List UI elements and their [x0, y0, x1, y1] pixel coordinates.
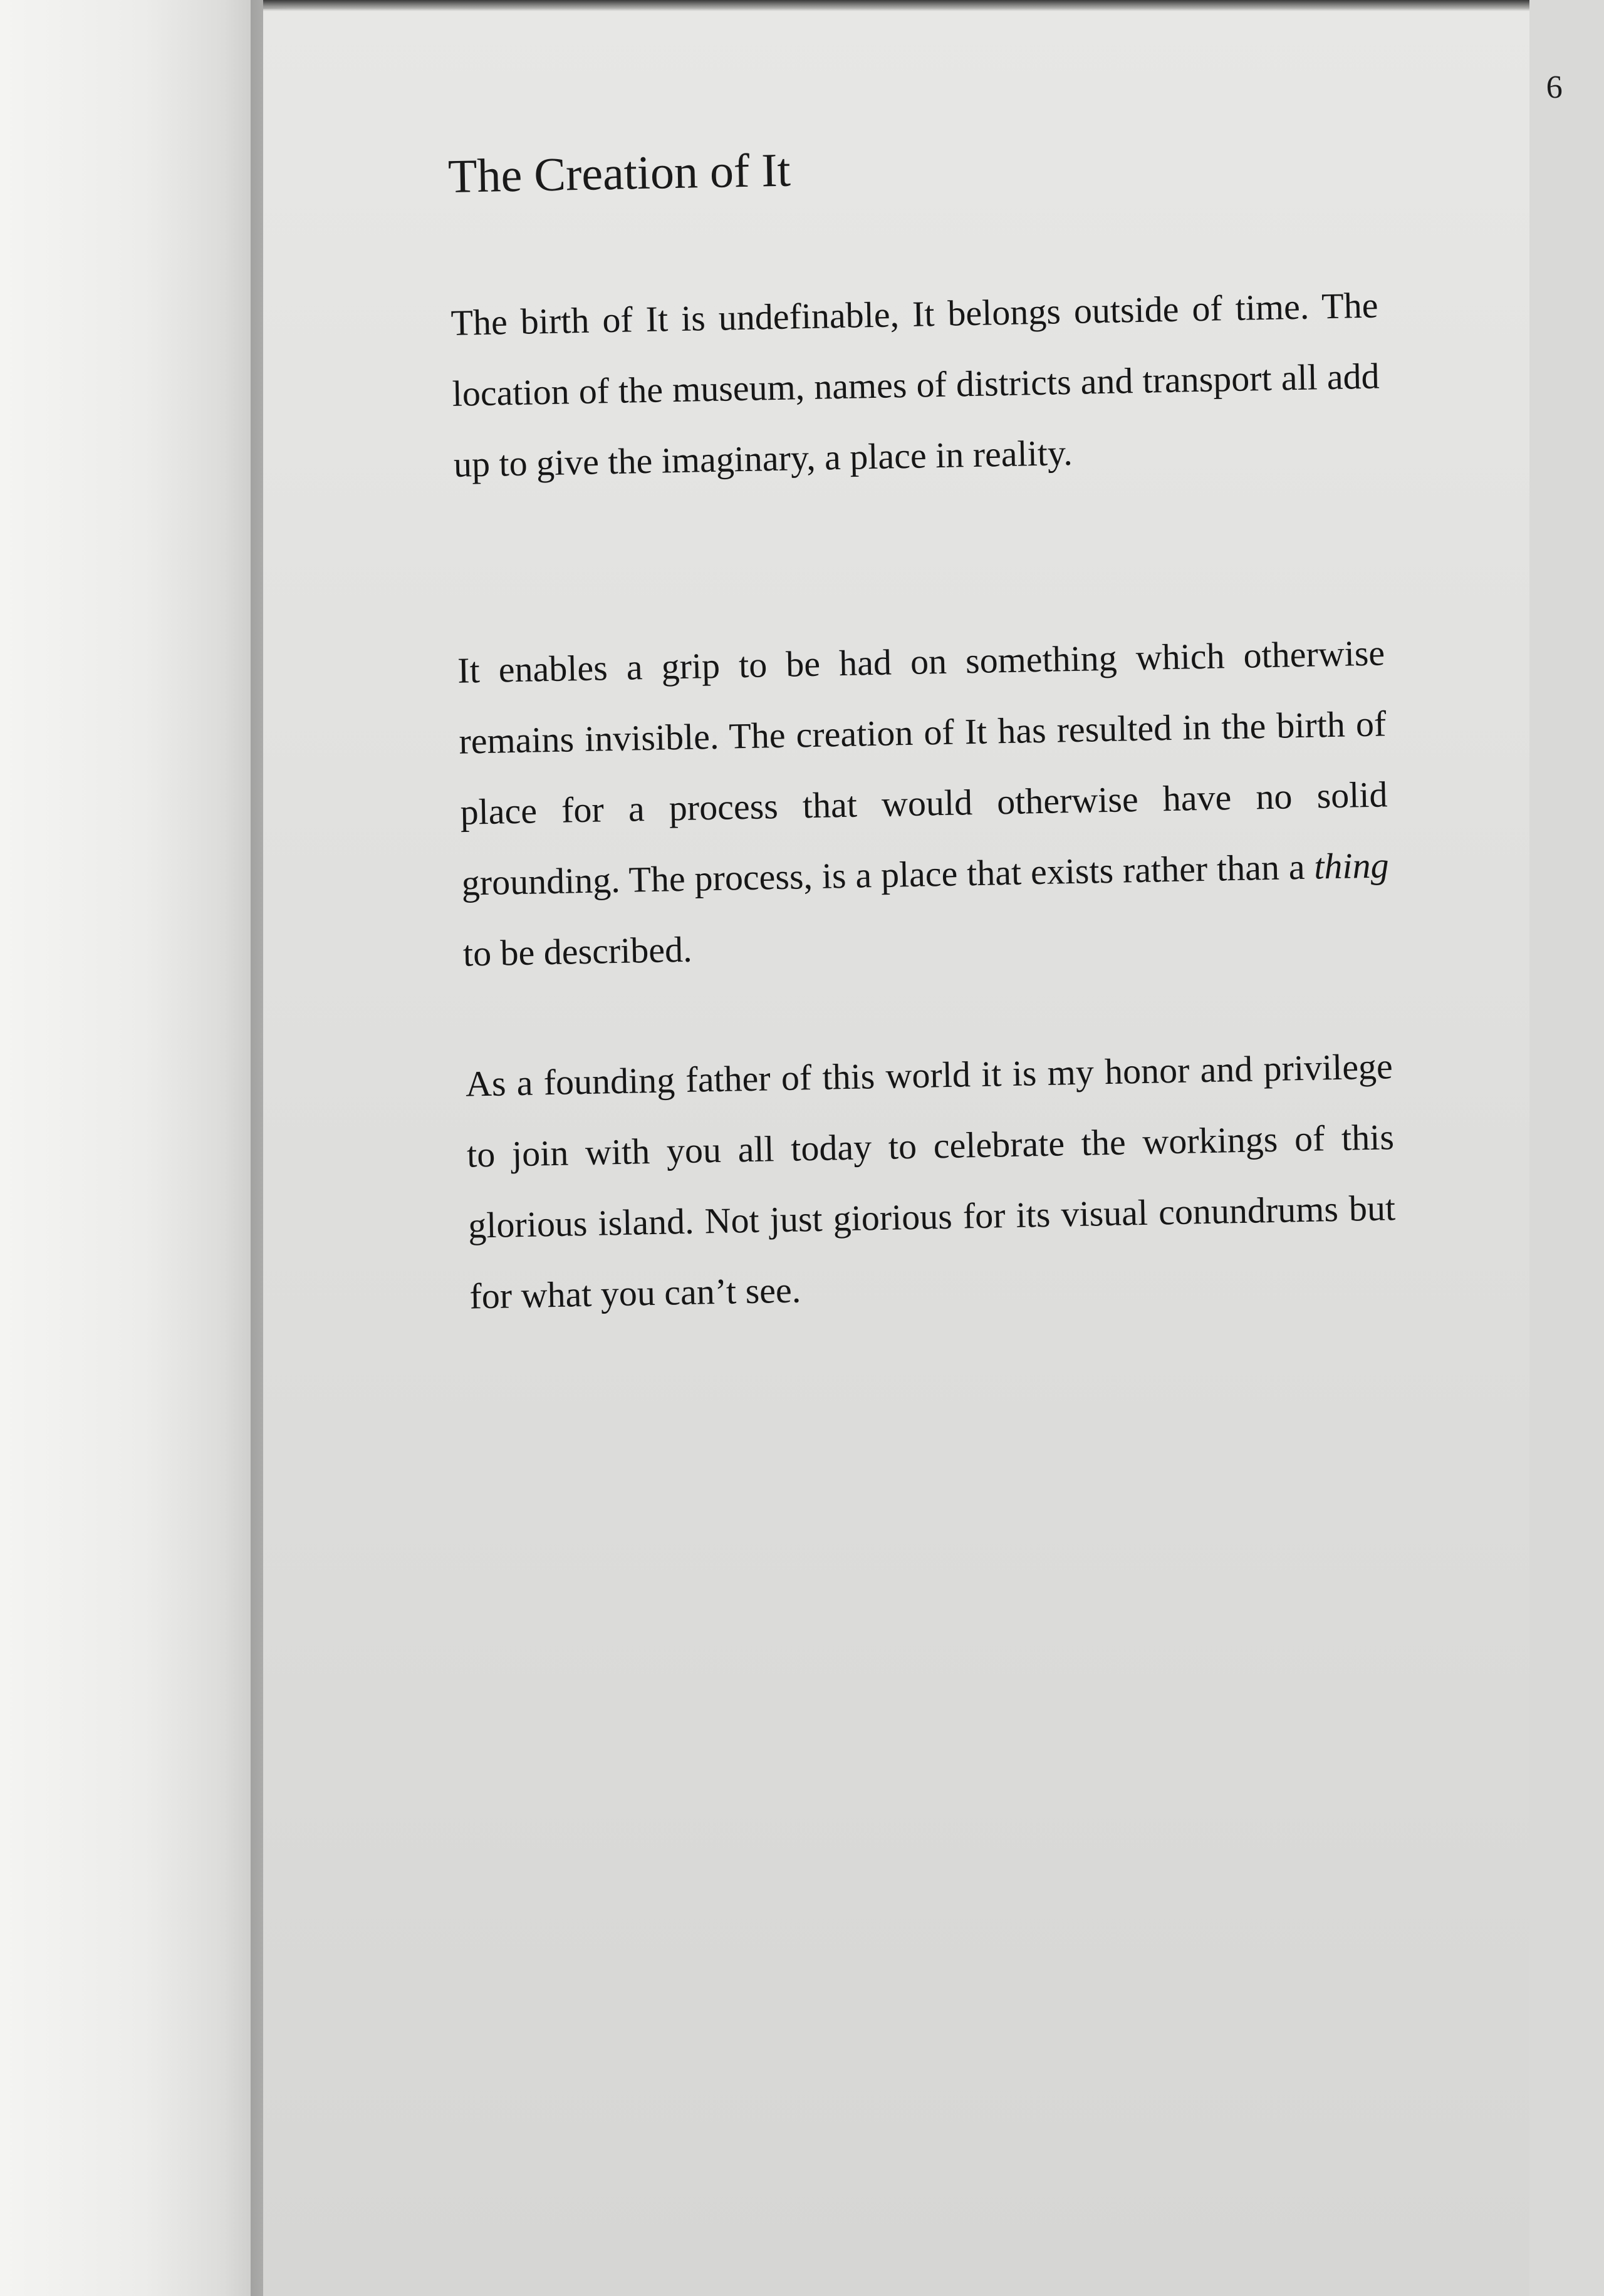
right-page — [263, 9, 1563, 2296]
page-content — [445, 0, 1563, 2263]
paragraph-3: As a founding father of this world it is my honor and privilege to join with you all today to celebrate the workings of this glorious island. Not just giorious for its visual conundrums but for what you can’t see. — [465, 1046, 1396, 1317]
paragraph-2-tail: to be described. — [462, 928, 693, 974]
book-top-edge — [263, 0, 1529, 11]
paragraph-2 — [457, 617, 1391, 989]
paragraph-2-text: It enables a grip to be had on something which otherwise remains invisible. The creation of It has resulted in the birth of place for a process that would otherwise have no solid grounding. The process, is a place that exists rather than a — [457, 632, 1388, 903]
paragraph-1: The birth of It is undefinable, It belongs outside of time. The location of the museum, names of districts and transport all add up to give the imaginary, a place in reality. — [450, 284, 1380, 485]
chapter-title: The Creation of It — [447, 143, 791, 203]
left-page-facing — [0, 0, 263, 2296]
page-number: 6 — [1546, 69, 1563, 106]
paragraph-2-emphasis: thing — [1313, 844, 1390, 887]
